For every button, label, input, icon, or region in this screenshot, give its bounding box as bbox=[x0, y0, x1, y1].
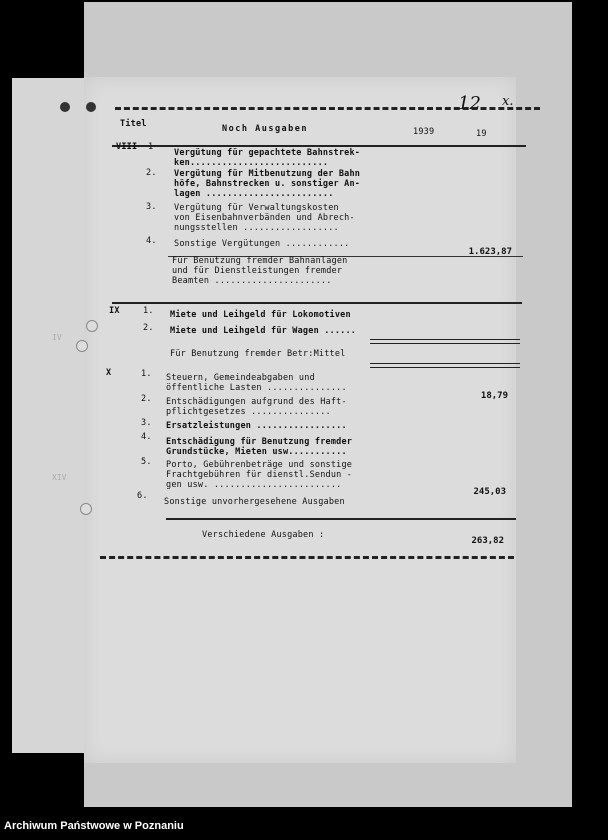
amount: 245,03 bbox=[473, 487, 506, 497]
section-viii-roman: VIII bbox=[116, 142, 138, 152]
total-amount: 263,82 bbox=[471, 536, 504, 546]
archive-label: Archiwum Państwowe w Poznaniu bbox=[4, 820, 184, 832]
punch-hole bbox=[86, 102, 96, 112]
item-number: 4. bbox=[141, 432, 152, 442]
item-number: 5. bbox=[141, 457, 152, 467]
punch-hole bbox=[60, 102, 70, 112]
item-text: Steuern, Gemeindeabgaben und öffentliche Lasten ............... bbox=[166, 373, 347, 393]
item-text: Porto, Gebührenbeträge und sonstige Frachtgebühren für dienstl.Sendun - gen usw. ........................ bbox=[166, 460, 353, 490]
item-text: Miete und Leihgeld für Wagen ...... bbox=[170, 326, 357, 336]
item-number: 2. bbox=[146, 168, 157, 178]
item-text: Entschädigungen aufgrund des Haft- pflichtgesetzes ............... bbox=[166, 397, 347, 417]
header-year1: 1939 bbox=[413, 127, 435, 137]
item-text: Ersatzleistungen ................. bbox=[166, 421, 347, 431]
item-number: 2. bbox=[141, 394, 152, 404]
total-label: Verschiedene Ausgaben : bbox=[202, 530, 325, 540]
header-rule bbox=[112, 145, 526, 147]
punch-hole bbox=[76, 340, 88, 352]
page-number: 12 bbox=[458, 93, 481, 114]
item-text: Vergütung für gepachtete Bahnstrek- ken.......................... bbox=[174, 148, 361, 168]
punch-hole bbox=[80, 503, 92, 515]
item-number: 2. bbox=[143, 323, 154, 333]
header-year2: 19 bbox=[476, 129, 487, 139]
item-number: 1. bbox=[141, 369, 152, 379]
item-text: Sonstige Vergütungen ............ bbox=[174, 239, 350, 249]
item-number: 1. bbox=[143, 306, 154, 316]
section-rule bbox=[166, 518, 516, 520]
subtotal-label: Für Benutzung fremder Bahnanlagen und für Dienstleistungen fremder Beamten ...................... bbox=[172, 256, 348, 286]
page-number-mark: x. bbox=[502, 94, 514, 109]
header-dashed-rule bbox=[115, 107, 540, 110]
item-text: Sonstige unvorhergesehene Ausgaben bbox=[164, 497, 345, 507]
amount: 1.623,87 bbox=[468, 247, 512, 257]
item-number: 3. bbox=[141, 418, 152, 428]
left-page-strip: IV XIV bbox=[12, 78, 84, 753]
item-text: Entschädigung für Benutzung fremder Grundstücke, Mieten usw........... bbox=[166, 437, 353, 457]
section-ix-roman: IX bbox=[109, 306, 120, 316]
item-text: Vergütung für Mitbenutzung der Bahn höfe, Bahnstrecken u. sonstiger An- lagen ........................ bbox=[174, 169, 361, 199]
amount: 18,79 bbox=[480, 391, 508, 401]
header-titel: Titel bbox=[120, 119, 147, 129]
item-number: 6. bbox=[137, 491, 148, 501]
archive-footer bbox=[0, 812, 608, 840]
item-number: 1 bbox=[148, 142, 154, 152]
item-text: Vergütung für Verwaltungskosten von Eisenbahnverbänden und Abrech- nungsstellen .................. bbox=[174, 203, 355, 233]
subtotal-label: Für Benutzung fremder Betr:Mittel bbox=[170, 349, 346, 359]
section-rule bbox=[112, 302, 522, 304]
item-number: 4. bbox=[146, 236, 157, 246]
punch-hole bbox=[86, 320, 98, 332]
header-section: Noch Ausgaben bbox=[222, 124, 309, 134]
item-number: 3. bbox=[146, 202, 157, 212]
total-double-rule bbox=[370, 363, 520, 368]
total-double-rule bbox=[370, 339, 520, 344]
section-x-roman: X bbox=[106, 368, 112, 378]
item-text: Miete und Leihgeld für Lokomotiven bbox=[170, 310, 351, 320]
bottom-dashed-rule bbox=[100, 556, 514, 559]
